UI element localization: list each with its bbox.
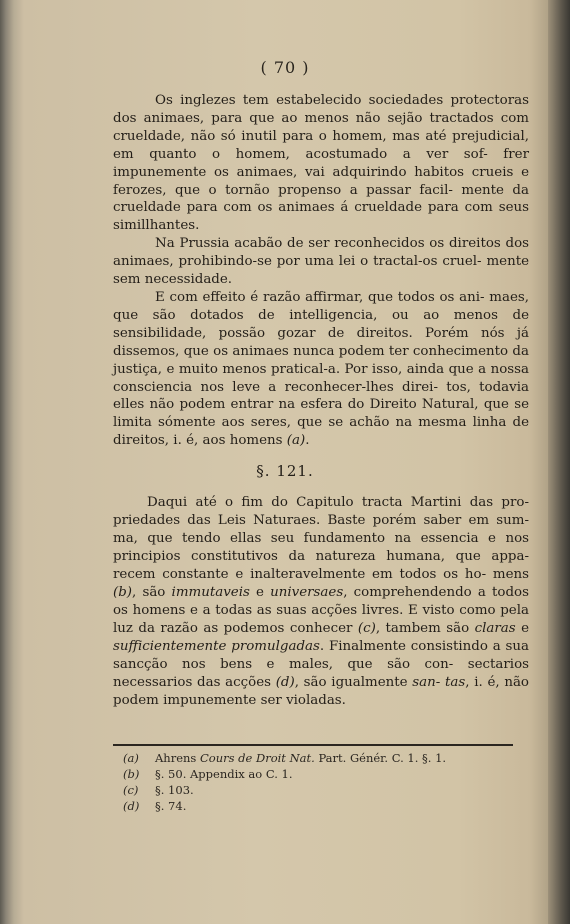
paragraph [113,92,529,235]
italic-text: immutaveis [171,585,250,600]
italic-text: universaes [270,585,344,600]
footnote-mark: (b) [123,767,140,781]
footnote [123,798,523,814]
text-run: . [305,433,310,449]
paragraph [113,289,529,450]
text-run: Daqui até o fim do Capitulo tracta Martini das pro- priedades das Leis Naturaes. Baste porém saber em sum- ma, que tendo ellas seu fundamento na essencia e nos principios constitutivos da natureza humana, que appa- recem constante e inalteravelmente em todos os ho- mens [113,495,529,582]
paragraph [113,235,529,289]
italic-text: (d) [275,675,295,690]
footnote [123,782,523,798]
footnote-mark: (d) [123,799,140,813]
text-run: §. 74. [155,799,187,813]
italic-text: claras [474,621,516,636]
text-run: §. 103. [155,783,194,797]
text-run: E com effeito é razão affirmar, que todos os ani- maes, que são dotados de intelligencia, ou ao menos de sensibilidade, possão gozar de direitos. Porém nós já dissemos, que os animaes nunca podem ter conhecimento da justiça, e muito menos pratical-a. Por isso, ainda que a nossa consciencia nos leve a reconhecer-lhes direi- tos, todavia elles não podem entrar na esfera do Direito Natural, que se limita sómente aos seres, que se achão na mesma linha de direitos, i. é, aos homens [113,289,529,449]
text-run: Ahrens [155,751,200,765]
text-run: Os inglezes tem estabelecido sociedades protectoras dos animaes, para que ao menos não sejão tractados com crueldade, não só inutil para o homem, mas até prejudicial, em quanto o homem, acostumado a ver sof- frer impunemente os animaes, vai adquirindo habitos crueis e ferozes, que o tornão propenso a passar facil- mente da crueldade para com os animaes á crueldade para com seus simillhantes. [113,93,529,234]
page-number: ( 70 ) [260,58,310,77]
text-run: . Finalmente consistindo a sua sancção nos bens e males, que são con- sectarios necessarios das acções [113,639,529,690]
section-text [113,494,529,710]
section-paragraph [113,494,529,710]
italic-text: (c) [357,621,376,636]
text-run: Na Prussia acabão de ser reconhecidos os direitos dos animaes, prohibindo-se por uma lei o tractal-os cruel- mente sem necessidade. [113,236,529,288]
text-run: , i. é, não podem impunemente ser violadas. [113,675,529,708]
italic-text: (b) [113,585,133,600]
text-run: Part. Génér. C. 1. §. 1. [314,751,447,765]
body-text [113,92,529,450]
footnotes [123,750,523,814]
text-run: , são [132,585,172,600]
footnote-rule [113,744,513,746]
italic-text: san- tas [412,675,466,690]
text-run: §. 50. Appendix ao C. 1. [155,767,293,781]
text-run: , comprehendendo a todos os homens e a todas as suas acções livres. E visto como pela luz da razão as podemos conhecer [113,585,529,636]
text-run: e [249,585,271,600]
footnote-mark: (c) [123,783,139,797]
text-run: e [515,621,530,636]
italic-text: Cours de Droit Nat. [199,751,315,765]
footnote-mark: (a) [123,751,139,765]
footnote [123,750,523,766]
footnote [123,766,523,782]
text-run: , tambem são [375,621,475,636]
section-heading: §. 121. [256,462,314,480]
text-run: , são igualmente [294,675,413,690]
italic-text: sufficientemente promulgadas [113,639,320,654]
italic-text: (a) [286,433,306,449]
